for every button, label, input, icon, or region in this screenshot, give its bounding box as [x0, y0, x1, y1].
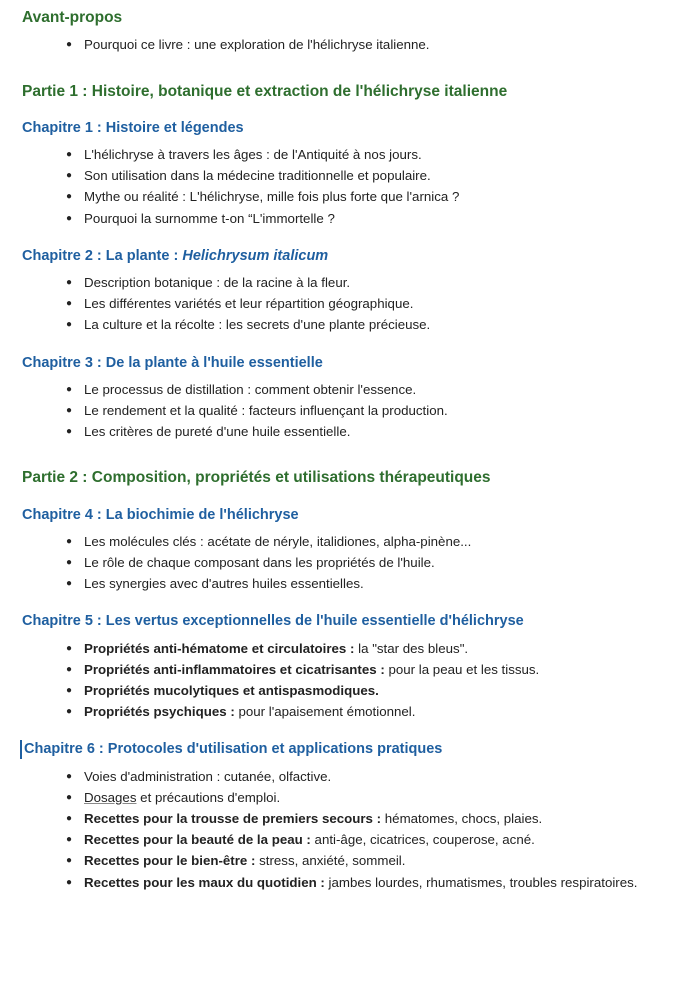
list-item-text: Voies d'administration : cutanée, olfactive.: [84, 768, 332, 784]
list-chapitre-3: [22, 380, 660, 443]
spacer: [22, 231, 660, 247]
section-chapitre-1: [22, 119, 660, 229]
spacer: [22, 596, 660, 612]
list-chapitre-4: [22, 532, 660, 595]
list-item-text: jambes lourdes, rhumatismes, troubles respiratoires.: [324, 874, 638, 890]
list-item-label: Recettes pour les maux du quotidien :: [84, 874, 325, 890]
list-chapitre-1: [22, 145, 660, 229]
list-item-text: Description botanique : de la racine à la fleur.: [84, 275, 351, 291]
chapter-title: Chapitre 4 : La biochimie de l'hélichryse: [22, 506, 299, 523]
list-item-text: Les molécules clés : acétate de néryle, italidiones, alpha-pinène...: [84, 533, 472, 549]
section-partie-2: [22, 468, 660, 487]
list-item: [66, 873, 660, 893]
section-chapitre-3: [22, 354, 660, 443]
list-item-text: la "star des bleus".: [354, 640, 469, 656]
list-item: [66, 660, 660, 680]
list-item: [66, 574, 660, 594]
list-item: [66, 681, 660, 701]
list-item: [66, 532, 660, 552]
list-item: [66, 315, 660, 335]
list-item: [66, 35, 660, 55]
list-item-label: Propriétés psychiques :: [84, 704, 235, 720]
spacer: [22, 103, 660, 119]
list-item-text: pour la peau et les tissus.: [384, 661, 540, 677]
section-partie-1: [22, 82, 660, 101]
list-chapitre-2: [22, 273, 660, 336]
spacer: [22, 724, 660, 740]
list-item: [66, 273, 660, 293]
list-item-label: Propriétés anti-hématome et circulatoires :: [84, 640, 355, 656]
list-item-text: Les différentes variétés et leur répartition géographique.: [84, 296, 414, 312]
list-item: [66, 380, 660, 400]
chapter-title: Chapitre 5 : Les vertus exceptionnelles de l'huile essentielle d'hélichryse: [22, 613, 524, 630]
list-item-label: Propriétés mucolytiques et antispasmodiques.: [84, 683, 379, 698]
part-title: Partie 2 : Composition, propriétés et utilisations thérapeutiques: [22, 469, 491, 487]
list-item-text: Pourquoi ce livre : une exploration de l'hélichryse italienne.: [84, 37, 430, 53]
part-title: Avant-propos: [22, 9, 123, 26]
chapter-title: [22, 247, 660, 265]
list-item: [66, 166, 660, 186]
list-item-text: L'hélichryse à travers les âges : de l'Antiquité à nos jours.: [84, 147, 422, 163]
list-item-text: Le rendement et la qualité : facteurs influençant la production.: [84, 402, 448, 418]
list-item-label: Recettes pour le bien-être :: [84, 853, 256, 869]
list-item: [66, 553, 660, 573]
chapter-title-text: Chapitre 2 : La plante :: [22, 247, 183, 264]
list-item-label: Recettes pour la trousse de premiers secours :: [84, 810, 382, 826]
list-item: [66, 702, 660, 722]
part-title: Partie 1 : Histoire, botanique et extraction de l'hélichryse italienne: [22, 82, 508, 100]
list-item: [66, 851, 660, 871]
list-item: [66, 422, 660, 442]
section-chapitre-6: [22, 740, 660, 892]
spacer: [22, 58, 660, 82]
list-item-text: pour l'apaisement émotionnel.: [234, 704, 416, 720]
chapter-title-text: Chapitre 6 : Protocoles d'utilisation et applications pratiques: [20, 740, 442, 758]
list-item-text: Mythe ou réalité : L'hélichryse, mille fois plus forte que l'arnica ?: [84, 189, 460, 205]
list-item: [66, 639, 660, 659]
list-item-text: hématomes, chocs, plaies.: [381, 810, 543, 826]
list-item: [66, 209, 660, 229]
section-chapitre-5: [22, 612, 660, 722]
list-item-text: Les synergies avec d'autres huiles essentielles.: [84, 576, 364, 592]
chapter-title: Chapitre 1 : Histoire et légendes: [22, 119, 244, 136]
list-item-text: Les critères de pureté d'une huile essentielle.: [84, 424, 351, 440]
section-avant-propos: [22, 8, 660, 56]
list-item-text: Son utilisation dans la médecine traditionnelle et populaire.: [84, 168, 431, 184]
list-item-text: stress, anxiété, sommeil.: [255, 853, 406, 869]
list-item: [66, 830, 660, 850]
list-item-text: Le processus de distillation : comment obtenir l'essence.: [84, 381, 417, 397]
list-item-text: et précautions d'emploi.: [136, 789, 281, 805]
list-item-text: La culture et la récolte : les secrets d'une plante précieuse.: [84, 317, 431, 333]
list-item: [66, 294, 660, 314]
list-item: [66, 187, 660, 207]
list-item-label: Propriétés anti-inflammatoires et cicatrisantes :: [84, 661, 385, 677]
list-item-text: Pourquoi la surnomme t-on “L'immortelle ?: [84, 210, 335, 226]
list-item-label: Recettes pour la beauté de la peau :: [84, 832, 311, 848]
chapter-title: [22, 740, 660, 758]
spacer: [22, 444, 660, 468]
list-chapitre-5: [22, 639, 660, 723]
list-item: [66, 788, 660, 808]
section-chapitre-4: [22, 506, 660, 595]
chapter-title: Chapitre 3 : De la plante à l'huile essentielle: [22, 354, 323, 371]
spacer: [22, 338, 660, 354]
chapter-title-species: Helichrysum italicum: [182, 247, 329, 264]
list-chapitre-6: [22, 767, 660, 893]
spacer: [22, 490, 660, 506]
list-item: [66, 767, 660, 787]
list-item: [66, 145, 660, 165]
section-chapitre-2: [22, 247, 660, 336]
list-item-underlined: Dosages: [84, 789, 137, 805]
list-item-text: Le rôle de chaque composant dans les propriétés de l'huile.: [84, 555, 435, 571]
list-item: [66, 809, 660, 829]
list-item: [66, 401, 660, 421]
list-item-text: anti-âge, cicatrices, couperose, acné.: [310, 832, 535, 848]
list-avant-propos: [22, 35, 660, 55]
